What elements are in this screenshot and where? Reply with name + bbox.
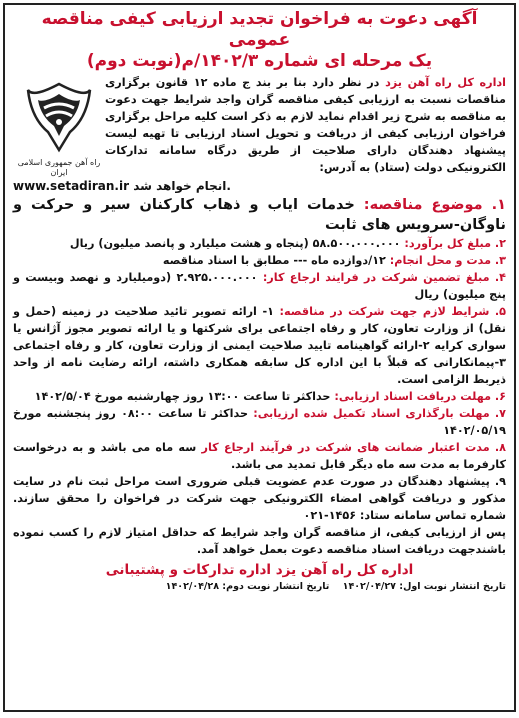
- item-text: خدمات ایاب و ذهاب کارکنان سیر و حرکت و ناوگان-سرویس های ثابت: [13, 197, 506, 233]
- title-line-1: آگهی دعوت به فراخوان تجدید ارزیابی کیفی مناقصه عمومی: [41, 9, 478, 50]
- item-label: ۴. مبلغ تضمین شرکت در فرایند ارجاع کار:: [262, 271, 506, 284]
- item-text: ۲.۹۲۵.۰۰۰.۰۰۰ (دومیلیارد و نهصد وبیست و پنج میلیون) ریال: [13, 271, 506, 301]
- notice-page: [3, 3, 516, 712]
- item-label: ۱. موضوع مناقصه:: [363, 197, 506, 213]
- item-registration: [13, 473, 506, 524]
- item-text: سه ماه می باشد و به درخواست کارفرما به مدت سه ماه دیگر قابل تمدید می باشد.: [13, 441, 506, 471]
- second-publish-date: تاریخ انتشار نوبت دوم: ۱۴۰۲/۰۴/۲۸: [165, 581, 330, 592]
- item-label: ۶. مهلت دریافت اسناد ارزیابی:: [334, 390, 506, 403]
- item-label: ۵. شرایط لازم جهت شرکت در مناقصه:: [279, 305, 506, 318]
- item-upload-deadline: [13, 405, 506, 439]
- logo-caption: راه آهن جمهوری اسلامی ایران: [17, 158, 101, 177]
- item-label: ۳. مدت و محل انجام:: [389, 254, 506, 267]
- item-guarantee-validity: [13, 439, 506, 473]
- item-label: ۲. مبلغ کل برآورد:: [404, 237, 506, 250]
- org-name: اداره کل راه آهن یزد: [385, 76, 507, 89]
- notice-title: [13, 9, 506, 72]
- intro-text: در نظر دارد بنا بر بند ج ماده ۱۲ قانون برگزاری مناقصات نسبت به ارزیابی کیفی مناقصه گران واجد شرایط جهت دعوت به مناقصه به شرح زیر اقدام نماید لازم به ذکر است کلیه مراحل برگزاری فراخوان ارزیابی کیفی از دریافت و تحویل اسناد ارزیابی تا تهیه لیست پیشنهاد دهندگان دارای صلاحیت از طریق درگاه سامانه تدارکات الکترونیکی دولت (ستاد) به آدرس:: [105, 76, 506, 174]
- item-estimate: [13, 235, 506, 252]
- railway-logo-icon: [24, 78, 94, 156]
- item-receive-deadline: [13, 388, 506, 405]
- website-url[interactable]: www.setadiran.ir: [13, 179, 130, 193]
- item-label: ۸. مدت اعتبار ضمانت های شرکت در فرآیند ارجاع کار: [201, 441, 506, 454]
- footer-org: اداره کل راه آهن یزد اداره تدارکات و پشتیبانی: [105, 562, 414, 578]
- item-label: ۹.: [494, 475, 506, 488]
- item-text: ۵۸.۵۰۰.۰۰۰.۰۰۰ (پنجاه و هشت میلیارد و پانصد میلیون) ریال: [69, 237, 405, 250]
- item-duration: [13, 252, 506, 269]
- notice-body: [13, 178, 506, 558]
- item-text: حداکثر تا ساعت ۱۳:۰۰ روز چهارشنبه مورخ ۱۴۰۲/۵/۰۴: [34, 390, 335, 403]
- item-conditions: [13, 303, 506, 388]
- item-label: ۷. مهلت بارگذاری اسناد تکمیل شده ارزیابی:: [253, 407, 506, 420]
- item-text: حداکثر تا ساعت ۰۸:۰۰ روز پنجشنبه مورخ ۱۴۰۲/۰۵/۱۹: [13, 407, 506, 437]
- website-suffix: انجام خواهد شد.: [129, 179, 231, 193]
- intro-row: [13, 74, 506, 178]
- website-line: [13, 178, 506, 195]
- item-text: ۱- ارائه تصویر تائید صلاحیت در زمینه (حمل و نقل) از وزارت تعاون، کار و رفاه اجتماعی برای شرکتها و یا ارائه تصویر مجوز آژانس یا سواری کرایه ۲-ارائه گواهینامه تایید صلاحیت ایمنی از وزارت تعاون، کار و رفاه اجتماعی ۳-پیمانکارانی که قبلاً با این اداره کل سابقه همکاری داشته، ارائه رضایت نامه از واحد ذیربط الزامی است.: [13, 305, 506, 386]
- item-text: ۱۲/دوازده ماه --- مطابق با اسناد مناقصه: [162, 254, 390, 267]
- logo: [13, 78, 105, 178]
- title-line-2: یک مرحله ای شماره ۱۴۰۲/۳/م(نوبت دوم): [86, 51, 433, 71]
- closing-paragraph: پس از ارزیابی کیفی، از مناقصه گران واجد شرایط که حداقل امتیاز لازم را کسب نموده باشندجهت دریافت اسناد مناقصه دعوت بعمل خواهد آمد.: [13, 526, 506, 556]
- item-text: پیشنهاد دهندگان در صورت عدم عضویت قبلی ضروری است مراحل ثبت نام در سایت مذکور و دریافت گواهی امضاء الکترونیکی جهت شرکت در فراخوان را محقق سازند. شماره تماس سامانه ستاد: ۱۴۵۶-۰۲۱: [13, 475, 506, 522]
- intro-paragraph: [105, 74, 506, 176]
- item-subject: [13, 195, 506, 235]
- publish-dates: [13, 580, 506, 594]
- first-publish-date: تاریخ انتشار نوبت اول: ۱۴۰۲/۰۴/۲۷: [342, 581, 506, 592]
- item-guarantee: [13, 269, 506, 303]
